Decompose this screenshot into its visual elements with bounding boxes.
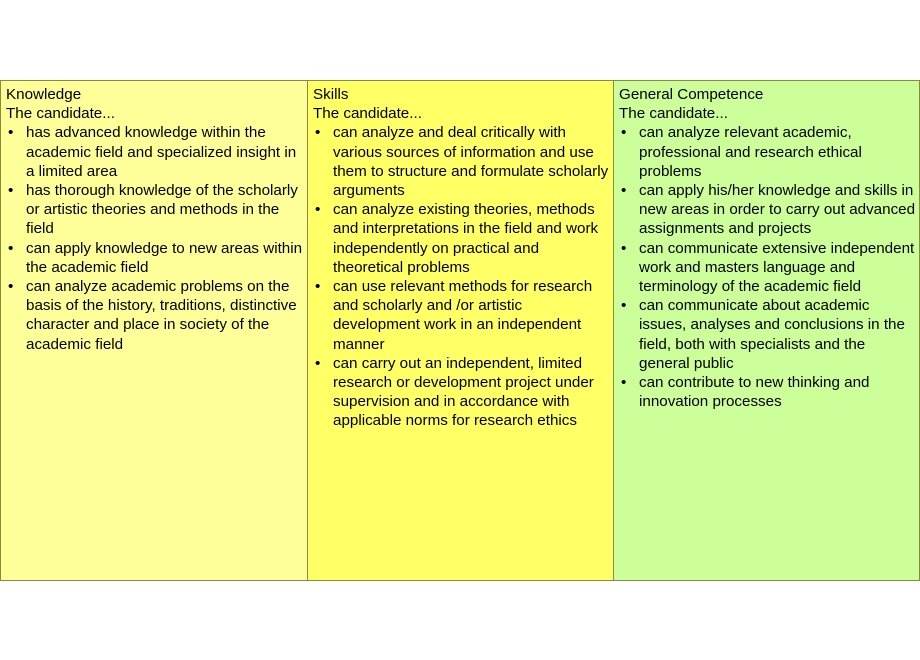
bullet-icon: • bbox=[621, 182, 627, 200]
list-item-text: can analyze and deal critically with various sources of information and use them to structure and formulate scholarly arguments bbox=[333, 124, 609, 200]
column-heading: General Competence bbox=[619, 86, 764, 103]
bullet-icon: • bbox=[315, 354, 321, 372]
list-item-text: has advanced knowledge within the academic field and specialized insight in a limited area bbox=[26, 124, 297, 180]
bullet-icon: • bbox=[621, 239, 627, 257]
list-item-text: can communicate extensive independent work and masters language and terminology of the academic field bbox=[639, 239, 915, 296]
list-item bbox=[619, 123, 919, 181]
column-intro: The candidate... bbox=[6, 105, 115, 123]
learning-outcomes-table bbox=[0, 80, 920, 581]
list-item bbox=[619, 239, 919, 297]
column-heading: Knowledge bbox=[6, 86, 82, 103]
skills-column bbox=[307, 80, 613, 581]
list-item-text: can contribute to new thinking and innovation processes bbox=[639, 374, 870, 411]
list-item bbox=[619, 296, 919, 373]
bullet-icon: • bbox=[8, 278, 14, 296]
list-item-text: can apply knowledge to new areas within the academic field bbox=[26, 239, 303, 276]
bullet-icon: • bbox=[8, 239, 14, 257]
bullet-icon: • bbox=[315, 201, 321, 219]
general-competence-column bbox=[613, 80, 920, 581]
list-item-text: can apply his/her knowledge and skills in new areas in order to carry out advanced assignments and projects bbox=[639, 182, 916, 238]
bullet-icon: • bbox=[315, 124, 321, 142]
bullet-icon: • bbox=[8, 182, 14, 200]
bullet-icon: • bbox=[621, 297, 627, 315]
knowledge-list bbox=[6, 123, 307, 353]
skills-list bbox=[313, 123, 613, 430]
list-item-text: can carry out an independent, limited research or development project under supervision and in accordance with applicable norms for research ethics bbox=[333, 354, 594, 430]
list-item bbox=[313, 354, 613, 431]
list-item bbox=[619, 181, 919, 239]
list-item-text: can analyze relevant academic, professional and research ethical problems bbox=[639, 124, 862, 180]
list-item bbox=[313, 123, 613, 200]
list-item bbox=[619, 373, 919, 411]
list-item bbox=[6, 181, 307, 239]
general-competence-list bbox=[619, 123, 919, 411]
bullet-icon: • bbox=[315, 278, 321, 296]
bullet-icon: • bbox=[621, 124, 627, 142]
list-item-text: can communicate about academic issues, analyses and conclusions in the field, both with specialists and the general public bbox=[639, 297, 905, 372]
list-item-text: has thorough knowledge of the scholarly or artistic theories and methods in the field bbox=[26, 182, 298, 238]
bullet-icon: • bbox=[621, 374, 627, 392]
list-item bbox=[6, 239, 307, 277]
bullet-icon: • bbox=[8, 124, 14, 142]
list-item-text: can use relevant methods for research and scholarly and /or artistic development work in an independent manner bbox=[333, 278, 593, 353]
list-item-text: can analyze academic problems on the basis of the history, traditions, distinctive character and place in society of the academic field bbox=[26, 278, 297, 353]
list-item bbox=[313, 277, 613, 354]
column-heading: Skills bbox=[313, 86, 349, 103]
knowledge-column bbox=[0, 80, 307, 581]
list-item-text: can analyze existing theories, methods and interpretations in the field and work independently on practical and theoretical problems bbox=[333, 201, 599, 276]
list-item bbox=[6, 123, 307, 181]
list-item bbox=[6, 277, 307, 354]
column-intro: The candidate... bbox=[313, 105, 422, 123]
column-intro: The candidate... bbox=[619, 105, 728, 123]
list-item bbox=[313, 200, 613, 277]
